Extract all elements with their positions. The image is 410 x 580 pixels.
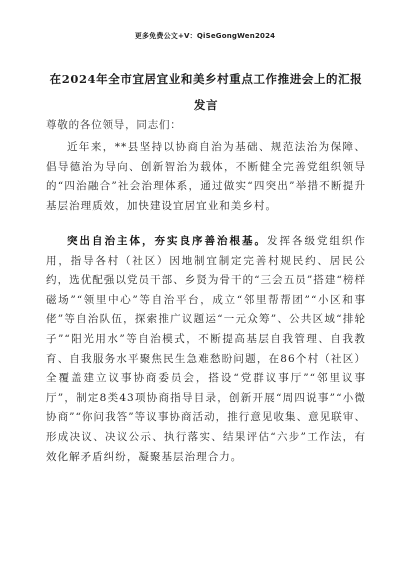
- paragraph-text: 发挥各级党组织作用，指导各村（社区）因地制宜制定完善村规民约、居民公约，选优配强以党员干部、乡贤为骨干的“三会五员”搭建“榜样磁场”“领里中心”等自治平台，成立“邻里帮帮团”“小区和事佬”等自治队伍，探索推广议题运“一元众筹”、公共区域“排轮子”“阳光用水”等自治模式，不断提高基层自我管理、自我教育、自我服务水平聚焦民生急难愁盼问题，在86个村（社区）全覆盖建立议事协商委员会，搭设“党群议事厅”“邻里议事厅”，制定8类43项协商指导目录，创新开展“周四说事”“小微协商”“你问我答”等议事协商活动，推行意见收集、意见联审、形成决议、决议公示、执行落实、结果评估“六步”工作法，有效化解矛盾纠纷，凝聚基层治理合力。: [46, 235, 366, 463]
- salutation: 尊敬的各位领导，同志们：: [46, 119, 182, 131]
- paragraph-lead-heading: 突出自治主体，夯实良序善治根基。: [67, 235, 267, 247]
- document-title: 在2024年全市宜居宜业和美乡村重点工作推进会上的汇报发言: [49, 72, 363, 112]
- paragraph-text: 近年来，**县坚持以协商自治为基础、规范法治为保障、倡导德治为导向、创新智治为载体，不断健全完善党组织领导的“四治融合”社会治理体系，通过做实“四突出”举措不断提升基层治理质效，加快建设宜居宜业和美乡村。: [46, 141, 366, 212]
- header-note: 更多免费公文+V：QiSeGongWen2024: [134, 32, 276, 40]
- paragraph-intro: [46, 138, 366, 216]
- paragraph-self-governance: [46, 232, 366, 467]
